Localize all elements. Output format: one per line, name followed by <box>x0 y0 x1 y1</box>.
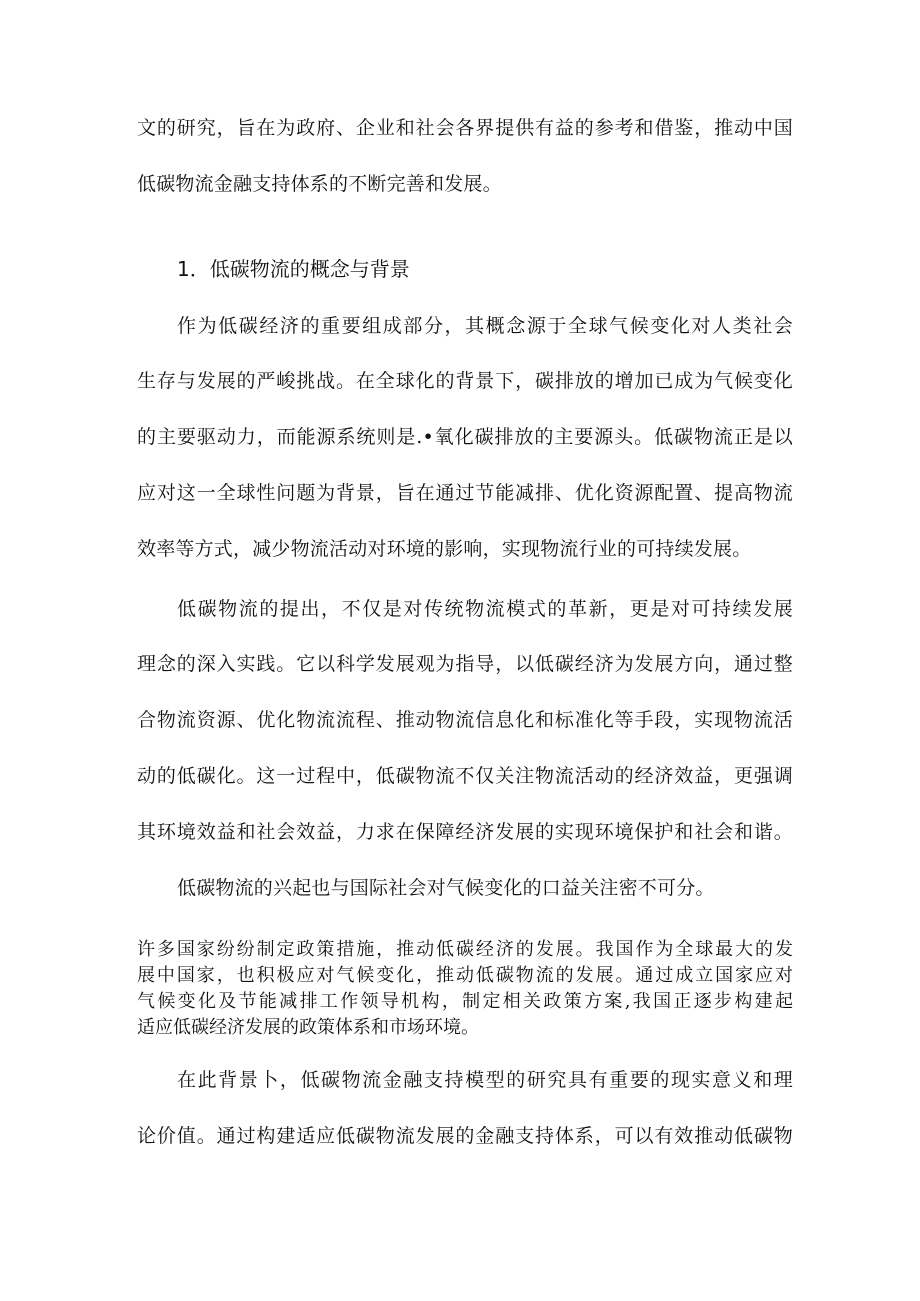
paragraph-2-line-1: 低碳物流的提出，不仅是对传统物流模式的革新，更是对可持续发展 <box>177 598 793 620</box>
paragraph-1-line-4: 应对这一全球性问题为背景，旨在通过节能减排、优化资源配置、提高物流 <box>137 482 793 504</box>
paragraph-1-line-1: 作为低碳经济的重要组成部分，其概念源于全球气候变化对人类社会 <box>177 315 793 337</box>
paragraph-1-line-3: 的主要驱动力，而能源系统则是.•氧化碳排放的主要源头。低碳物流正是以 <box>137 426 793 448</box>
paragraph-2-line-4: 动的低碳化。这一过程中，低碳物流不仅关注物流活动的经济效益，更强调 <box>137 765 793 787</box>
paragraph-5-line-2: 论价值。通过构建适应低碳物流发展的金融支持体系，可以有效推动低碳物 <box>137 1125 793 1147</box>
paragraph-intro-line-2: 低碳物流金融支持体系的不断完善和发展。 <box>137 173 502 195</box>
paragraph-1-line-2: 生存与发展的严峻挑战。在全球化的背景下，碳排放的增加已成为气候变化 <box>137 370 793 392</box>
paragraph-3-line-1: 低碳物流的兴起也与国际社会对气候变化的口益关注密不可分。 <box>177 877 715 899</box>
paragraph-1-line-5: 效率等方式，减少物流活动对环境的影响，实现物流行业的可持续发展。 <box>137 538 752 560</box>
paragraph-intro-line-1: 文的研究，旨在为政府、企业和社会各界提供有益的参考和借鉴，推动中国 <box>137 117 793 139</box>
paragraph-4-line-4: 适应低碳经济发展的政策体系和市场环境。 <box>137 1017 479 1038</box>
paragraph-5-line-1: 在此背景卜，低碳物流金融支持模型的研究具有重要的现实意义和理 <box>177 1069 793 1091</box>
paragraph-4-line-3: 气候变化及节能减排工作领导机构，制定相关政策方案,我国正逐步构建起 <box>137 991 793 1012</box>
paragraph-2-line-2: 理念的深入实践。它以科学发展观为指导，以低碳经济为发展方向，通过整 <box>137 653 793 675</box>
paragraph-4-line-2: 展中国家，也积极应对气候变化，推动低碳物流的发展。通过成立国家应对 <box>137 965 793 986</box>
section-heading: 1．低碳物流的概念与背景 <box>177 257 410 281</box>
paragraph-4-line-1: 许多国家纷纷制定政策措施，推动低碳经济的发展。我国作为全球最大的发 <box>137 939 793 960</box>
paragraph-2-line-3: 合物流资源、优化物流流程、推动物流信息化和标准化等手段，实现物流活 <box>137 709 793 731</box>
paragraph-2-line-5: 其环境效益和社会效益，力求在保障经济发展的实现环境保护和社会和谐。 <box>137 821 793 843</box>
